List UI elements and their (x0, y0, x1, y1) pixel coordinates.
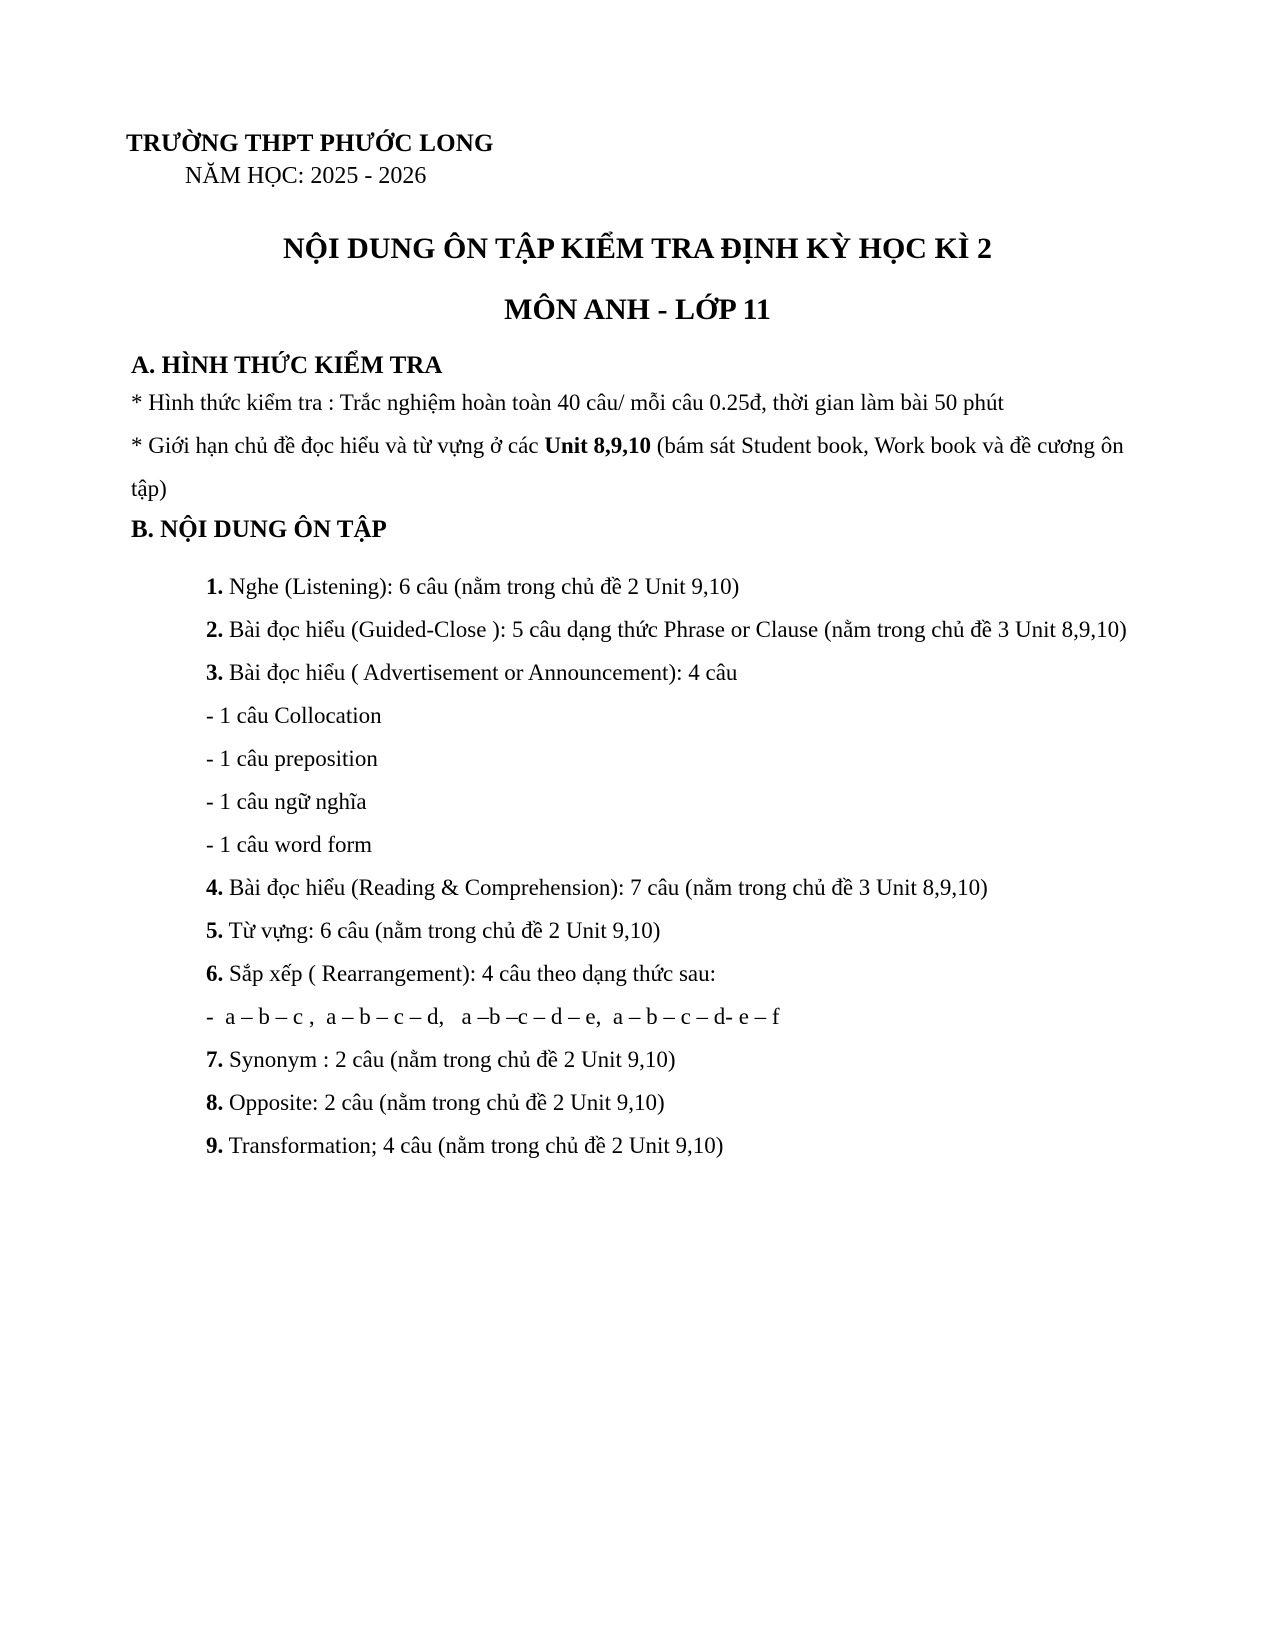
item-number: 8. (206, 1090, 224, 1115)
review-items-list (206, 565, 1146, 1167)
list-item (206, 1038, 1146, 1081)
rearrangement-pattern: - a – b – c , a – b – c – d, a –b –c – d – e, a – b – c – d- e – f (206, 1004, 780, 1029)
sub-item: - 1 câu Collocation (206, 703, 382, 728)
item-text: Synonym : 2 câu (nằm trong chủ đề 2 Unit 9,10) (223, 1047, 676, 1072)
scope-text-end: (bám sát Student book, Work book và đề cương ôn tập) (131, 433, 1124, 501)
section-a-heading: A. HÌNH THỨC KIỂM TRA (131, 352, 443, 379)
item-number: 4. (206, 875, 224, 900)
school-name: TRƯỜNG THPT PHƯỚC LONG (126, 130, 494, 157)
section-a-scope-text (131, 424, 1141, 510)
item-text: Opposite: 2 câu (nằm trong chủ đề 2 Unit 9,10) (223, 1090, 665, 1115)
school-year: NĂM HỌC: 2025 - 2026 (185, 163, 427, 189)
section-b-heading: B. NỘI DUNG ÔN TẬP (131, 516, 387, 543)
sub-item: - 1 câu word form (206, 832, 373, 857)
document-subtitle: MÔN ANH - LỚP 11 (504, 293, 771, 326)
list-item (206, 952, 1146, 995)
item-number: 5. (206, 918, 224, 943)
list-item (206, 651, 1146, 694)
item-number: 1. (206, 574, 224, 599)
list-item (206, 565, 1146, 608)
item-text: Transformation; 4 câu (nằm trong chủ đề 2 Unit 9,10) (223, 1133, 724, 1158)
sub-item: - 1 câu preposition (206, 746, 378, 771)
list-item (206, 1124, 1146, 1167)
item-number: 3. (206, 660, 224, 685)
sub-item: - 1 câu ngữ nghĩa (206, 789, 367, 814)
item-number: 2. (206, 617, 224, 642)
item-text: Từ vựng: 6 câu (nằm trong chủ đề 2 Unit 9,10) (223, 918, 661, 943)
item-text: Bài đọc hiểu (Reading & Comprehension): 7 câu (nằm trong chủ đề 3 Unit 8,9,10) (223, 875, 988, 900)
document-title: NỘI DUNG ÔN TẬP KIỂM TRA ĐỊNH KỲ HỌC KÌ 2 (283, 232, 992, 265)
item-text: Bài đọc hiểu ( Advertisement or Announcement): 4 câu (223, 660, 738, 685)
item-number: 9. (206, 1133, 224, 1158)
scope-text-start: * Giới hạn chủ đề đọc hiểu và từ vựng ở các (131, 433, 545, 458)
item-text: Sắp xếp ( Rearrangement): 4 câu theo dạng thức sau: (223, 961, 716, 986)
list-item (206, 608, 1146, 651)
item-number: 6. (206, 961, 224, 986)
section-a-format-text: * Hình thức kiểm tra : Trắc nghiệm hoàn toàn 40 câu/ mỗi câu 0.25đ, thời gian làm bài 50 phút (131, 390, 1004, 415)
list-item (206, 909, 1146, 952)
list-item (206, 866, 1146, 909)
list-item (206, 1081, 1146, 1124)
scope-units-bold: Unit 8,9,10 (544, 433, 652, 458)
item-text: Nghe (Listening): 6 câu (nằm trong chủ đề 2 Unit 9,10) (223, 574, 740, 599)
item-text: Bài đọc hiểu (Guided-Close ): 5 câu dạng thức Phrase or Clause (nằm trong chủ đề 3 Unit 8,9,10) (223, 617, 1127, 642)
item-number: 7. (206, 1047, 224, 1072)
